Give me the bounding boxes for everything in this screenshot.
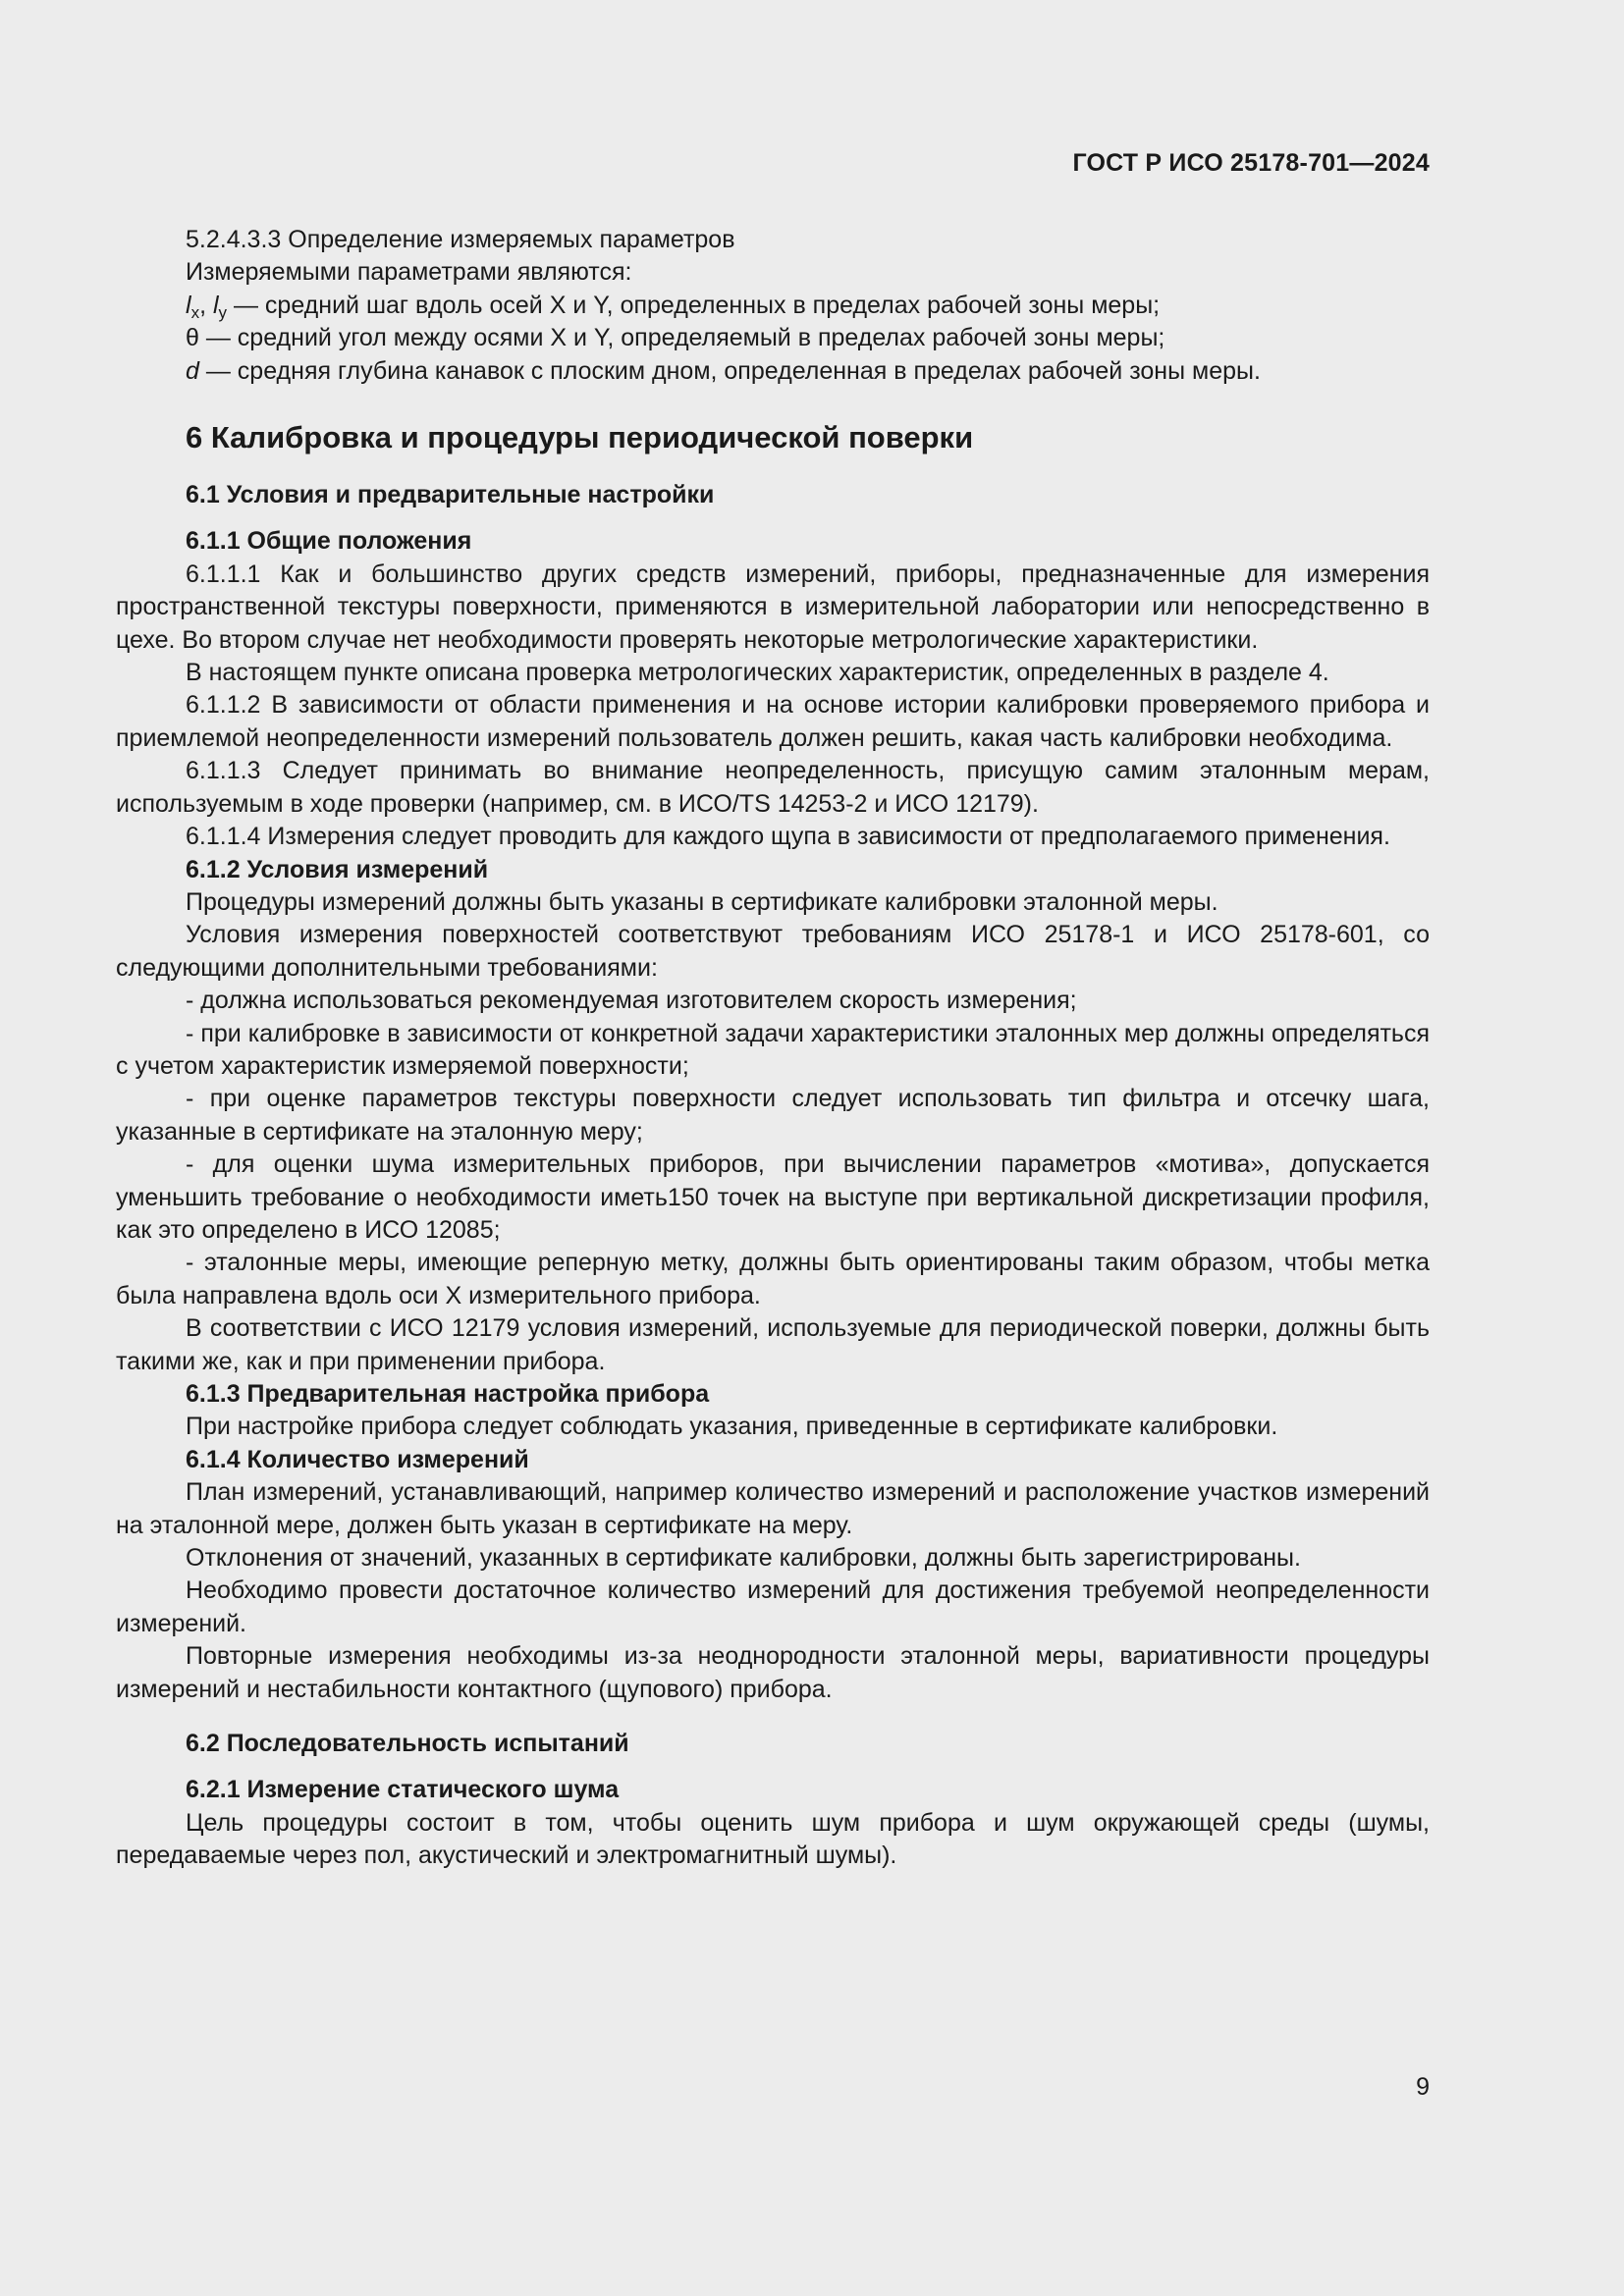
paragraph-6-1-1-3: 6.1.1.3 Следует принимать во внимание неопределенность, присущую самим эталонным мерам, используемым в ходе проверки (например, см. в ИСО/TS 14253-2 и ИСО 12179). — [116, 757, 1430, 818]
parameter-theta-definition: θ — средний угол между осями X и Y, определяемый в пределах рабочей зоны меры; — [186, 324, 1165, 352]
list-item: - при калибровке в зависимости от конкретной задачи характеристики эталонных мер должны определяться с учетом характеристик измеряемой поверхности; — [116, 1019, 1430, 1080]
symbol-l-x: l — [186, 291, 191, 319]
page-number: 9 — [1416, 2073, 1430, 2101]
paragraph-6-1-2-c: В соответствии с ИСО 12179 условия измерений, используемые для периодической поверки, должны быть такими же, как и при применении прибора. — [116, 1314, 1430, 1375]
symbol-separator: , — [199, 291, 213, 319]
parameter-l-text: — средний шаг вдоль осей X и Y, определенных в пределах рабочей зоны меры; — [227, 291, 1161, 319]
subscript-y: y — [218, 302, 228, 322]
paragraph-6-2-1: Цель процедуры состоит в том, чтобы оценить шум прибора и шум окружающей среды (шумы, передаваемые через пол, акустический и электромагнитный шумы). — [116, 1808, 1430, 1870]
parameter-d-text: — средняя глубина канавок с плоским дном, определенная в пределах рабочей зоны меры. — [198, 356, 1261, 385]
clause-heading-5-2-4-3-3: 5.2.4.3.3 Определение измеряемых параметров — [186, 226, 735, 253]
paragraph-6-1-1-1: 6.1.1.1 Как и большинство других средств измерений, приборы, предназначенные для измерения пространственной текстуры поверхности, применяются в измерительной лаборатории или непосредственно в цехе. Во втором случае нет необходимости проверять некоторые метрологические характеристики. — [116, 560, 1430, 654]
section-6-1-3-title: 6.1.3 Предварительная настройка прибора — [186, 1380, 710, 1408]
parameter-d-definition — [116, 355, 1430, 388]
subscript-x: x — [190, 302, 200, 322]
paragraph-6-1-4-b: Отклонения от значений, указанных в сертификате калибровки, должны быть зарегистрированы. — [186, 1544, 1301, 1573]
paragraph-6-1-4-c: Необходимо провести достаточное количество измерений для достижения требуемой неопределенности измерений. — [116, 1576, 1430, 1637]
symbol-l-y: l — [212, 291, 219, 319]
section-6-1-2-title: 6.1.2 Условия измерений — [186, 855, 489, 883]
symbol-d: d — [186, 356, 199, 385]
paragraph-6-1-2-b: Условия измерения поверхностей соответствуют требованиям ИСО 25178-1 и ИСО 25178-601, со следующими дополнительными требованиями: — [116, 921, 1430, 982]
paragraph-6-1-2-a: Процедуры измерений должны быть указаны в сертификате калибровки эталонной меры. — [186, 887, 1218, 916]
paragraph-6-1-1-4: 6.1.1.4 Измерения следует проводить для каждого щупа в зависимости от предполагаемого применения. — [186, 823, 1390, 851]
section-6-2-title: 6.2 Последовательность испытаний — [186, 1730, 629, 1758]
list-item: - эталонные меры, имеющие реперную метку, должны быть ориентированы таким образом, чтобы метка была направлена вдоль оси X измерительного прибора. — [116, 1249, 1430, 1309]
parameters-intro: Измеряемыми параметрами являются: — [186, 258, 632, 287]
page-content — [116, 224, 1430, 1873]
document-code: ГОСТ Р ИСО 25178-701—2024 — [1072, 149, 1430, 177]
list-item: - должна использоваться рекомендуемая изготовителем скорость измерения; — [186, 987, 1077, 1015]
parameter-l-definition — [116, 290, 1430, 322]
section-6-1-4-title: 6.1.4 Количество измерений — [186, 1445, 529, 1473]
list-item: - для оценки шума измерительных приборов, при вычислении параметров «мотива», допускается уменьшить требование о необходимости иметь150 точек на выступе при вертикальной дискретизации профиля, как это определено в ИСО 12085; — [116, 1150, 1430, 1244]
paragraph-6-1-1-2: 6.1.1.2 В зависимости от области применения и на основе истории калибровки проверяемого прибора и приемлемой неопределенности измерений пользователь должен решить, какая часть калибровки необходима. — [116, 691, 1430, 752]
list-item: - при оценке параметров текстуры поверхности следует использовать тип фильтра и отсечку шага, указанные в сертификате на эталонную меру; — [116, 1085, 1430, 1146]
paragraph-6-1-3: При настройке прибора следует соблюдать указания, приведенные в сертификате калибровки. — [186, 1413, 1278, 1441]
section-6-title: 6 Калибровка и процедуры периодической поверки — [186, 420, 974, 455]
section-6-1-title: 6.1 Условия и предварительные настройки — [186, 481, 715, 509]
paragraph-6-1-4-a: План измерений, устанавливающий, например количество измерений и расположение участков измерений на эталонной мере, должен быть указан в сертификате на меру. — [116, 1478, 1430, 1539]
paragraph-6-1-4-d: Повторные измерения необходимы из-за неоднородности эталонной меры, вариативности процедуры измерений и нестабильности контактного (щупового) прибора. — [116, 1642, 1430, 1703]
section-6-2-1-title: 6.2.1 Измерение статического шума — [186, 1776, 620, 1804]
section-6-1-1-title: 6.1.1 Общие положения — [186, 527, 472, 556]
paragraph-6-1-1-1-b: В настоящем пункте описана проверка метрологических характеристик, определенных в разделе 4. — [186, 659, 1329, 687]
